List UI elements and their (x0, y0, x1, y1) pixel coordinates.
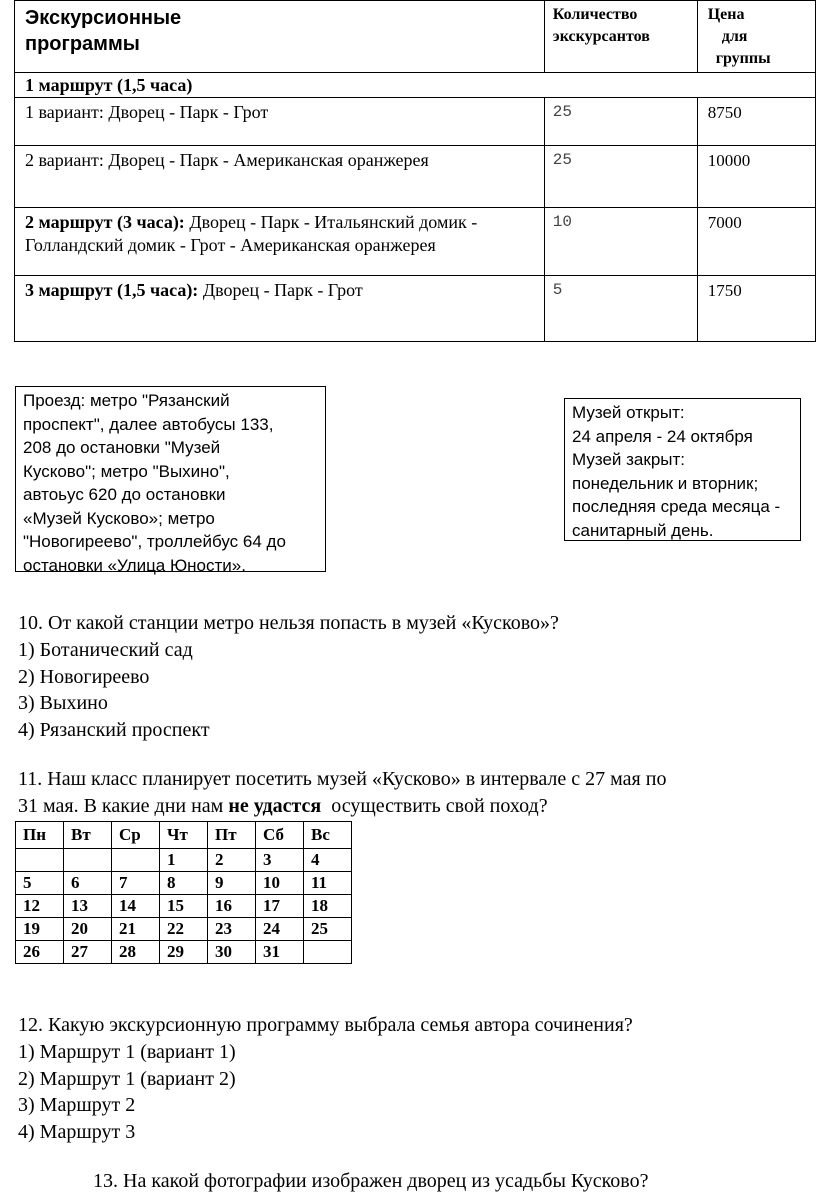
question-11 (18, 766, 666, 820)
row-count: 10 (544, 208, 697, 276)
answer-option: 4) Рязанский проспект (18, 719, 210, 742)
calendar-week-row (16, 872, 352, 895)
museum-line: понедельник и вторник; (572, 473, 759, 493)
calendar-day: 11 (304, 872, 352, 895)
calendar-day: 13 (64, 895, 112, 918)
calendar-day: 9 (208, 872, 256, 895)
excursion-table (14, 0, 816, 342)
header-programs-line: программы (25, 33, 140, 55)
calendar-week-row (16, 941, 352, 964)
header-count-line: экскурсантов (552, 28, 650, 45)
answer-option: 4) Маршрут 3 (18, 1121, 136, 1144)
calendar-day (112, 849, 160, 872)
weekday-header: Пт (208, 822, 256, 849)
calendar-day: 16 (208, 895, 256, 918)
question-text-part: осуществить свой поход? (321, 794, 548, 817)
calendar-day: 23 (208, 918, 256, 941)
weekday-header: Вс (304, 822, 352, 849)
route2-desc: Дворец - Парк - Итальянский домик - (184, 212, 478, 232)
calendar-day: 21 (112, 918, 160, 941)
calendar-day (64, 849, 112, 872)
transport-info-box (15, 386, 326, 575)
calendar-day: 24 (256, 918, 304, 941)
header-price-line: для (721, 28, 748, 45)
row-price: 7000 (697, 208, 815, 276)
calendar-day: 12 (16, 895, 64, 918)
calendar-header-row (16, 822, 352, 849)
header-count-line: Количество (552, 6, 638, 23)
weekday-header: Ср (112, 822, 160, 849)
museum-line: санитарный день. (572, 520, 714, 540)
question-13 (93, 1168, 648, 1195)
answer-option: 2) Новогиреево (18, 665, 150, 688)
answer-option: 1) Ботанический сад (18, 638, 193, 661)
museum-line: 24 апреля - 24 октября (572, 426, 753, 446)
calendar-day: 30 (208, 941, 256, 964)
calendar-day: 8 (160, 872, 208, 895)
answer-option: 3) Маршрут 2 (18, 1094, 136, 1117)
calendar-day: 14 (112, 895, 160, 918)
calendar-day: 1 (160, 849, 208, 872)
transport-line: Кусково"; метро "Выхино", (23, 461, 230, 481)
calendar-day: 4 (304, 849, 352, 872)
row-count: 25 (544, 146, 697, 208)
header-programs (15, 1, 545, 73)
museum-line: Музей открыт: (572, 403, 685, 422)
question-text: 13. На какой фотографии изображен дворец из усадьбы Кусково? (93, 1170, 649, 1192)
calendar-day: 3 (256, 849, 304, 872)
question-text: 10. От какой станции метро нельзя попасть в музей «Кусково»? (18, 612, 559, 634)
calendar-day: 2 (208, 849, 256, 872)
row-program: 2 вариант: Дворец - Парк - Американская оранжерея (15, 146, 545, 208)
calendar-day: 27 (64, 941, 112, 964)
route1-title: 1 маршрут (1,5 часа) (15, 73, 816, 98)
table-row (15, 208, 816, 276)
transport-line: «Музей Кусково»; метро (23, 508, 215, 528)
weekday-header: Пн (16, 822, 64, 849)
calendar-day: 31 (256, 941, 304, 964)
museum-hours-box (564, 398, 801, 541)
route1-title-row (15, 73, 816, 98)
calendar-day: 18 (304, 895, 352, 918)
row-count: 5 (544, 276, 697, 342)
weekday-header: Сб (256, 822, 304, 849)
weekday-header: Чт (160, 822, 208, 849)
calendar-day (304, 941, 352, 964)
calendar-week-row (16, 918, 352, 941)
header-price (697, 1, 815, 73)
calendar-day: 20 (64, 918, 112, 941)
question-text (18, 793, 666, 820)
transport-line: 208 до остановки "Музей (23, 438, 221, 457)
museum-line: Музей закрыт: (572, 450, 685, 469)
header-programs-line: Экскурсионные (25, 7, 182, 29)
question-text-part: 31 мая. В какие дни нам (18, 794, 229, 817)
calendar-day: 22 (160, 918, 208, 941)
question-text: 12. Какую экскурсионную программу выбрала семья автора сочинения? (18, 1014, 633, 1036)
route2-title: 2 маршрут (3 часа): (25, 212, 185, 232)
answer-option: 2) Маршрут 1 (вариант 2) (18, 1067, 236, 1090)
calendar-day: 6 (64, 872, 112, 895)
transport-line: проспект", далее автобусы 133, (23, 414, 274, 434)
museum-line: последняя среда месяца - (572, 497, 781, 516)
row-program: 1 вариант: Дворец - Парк - Грот (15, 98, 545, 146)
row-count: 25 (544, 98, 697, 146)
transport-line: "Новогиреево", троллейбус 64 до (23, 532, 286, 551)
route3-title: 3 маршрут (1,5 часа): (25, 280, 199, 300)
header-count (544, 1, 697, 73)
row-program (15, 276, 545, 342)
transport-line: автоьус 620 до остановки (23, 485, 226, 504)
calendar-week-row (16, 849, 352, 872)
transport-line: Проезд: метро "Рязанский (23, 391, 230, 410)
calendar-day: 26 (16, 941, 64, 964)
row-program-line: Голландский домик - Грот - Американская оранжерея (25, 235, 436, 255)
table-row (15, 276, 816, 342)
question-10 (18, 610, 559, 744)
header-price-line: группы (715, 50, 771, 67)
row-price: 1750 (697, 276, 815, 342)
row-program-line (25, 211, 536, 234)
answer-option: 3) Выхино (18, 692, 108, 715)
may-calendar (15, 821, 352, 964)
question-emphasis: не удастся (228, 794, 322, 817)
calendar-day: 5 (16, 872, 64, 895)
route3-desc: Дворец - Парк - Грот (198, 280, 363, 300)
question-12 (18, 1012, 633, 1146)
calendar-day: 15 (160, 895, 208, 918)
table-row (15, 98, 816, 146)
calendar-day: 28 (112, 941, 160, 964)
calendar-day: 10 (256, 872, 304, 895)
calendar-day: 19 (16, 918, 64, 941)
calendar-day: 7 (112, 872, 160, 895)
calendar-day: 29 (160, 941, 208, 964)
row-price: 8750 (697, 98, 815, 146)
weekday-header: Вт (64, 822, 112, 849)
answer-option: 1) Маршрут 1 (вариант 1) (18, 1040, 236, 1063)
table-row (15, 146, 816, 208)
row-price: 10000 (697, 146, 815, 208)
calendar-day (16, 849, 64, 872)
header-price-line: Цена (707, 6, 745, 23)
table-header-row (15, 1, 816, 73)
question-text: 11. Наш класс планирует посетить музей «Кусково» в интервале с 27 мая по (18, 768, 667, 790)
calendar-day: 17 (256, 895, 304, 918)
transport-line: остановки «Улица Юности». (23, 555, 246, 575)
calendar-day: 25 (304, 918, 352, 941)
row-program (15, 208, 545, 276)
calendar-week-row (16, 895, 352, 918)
